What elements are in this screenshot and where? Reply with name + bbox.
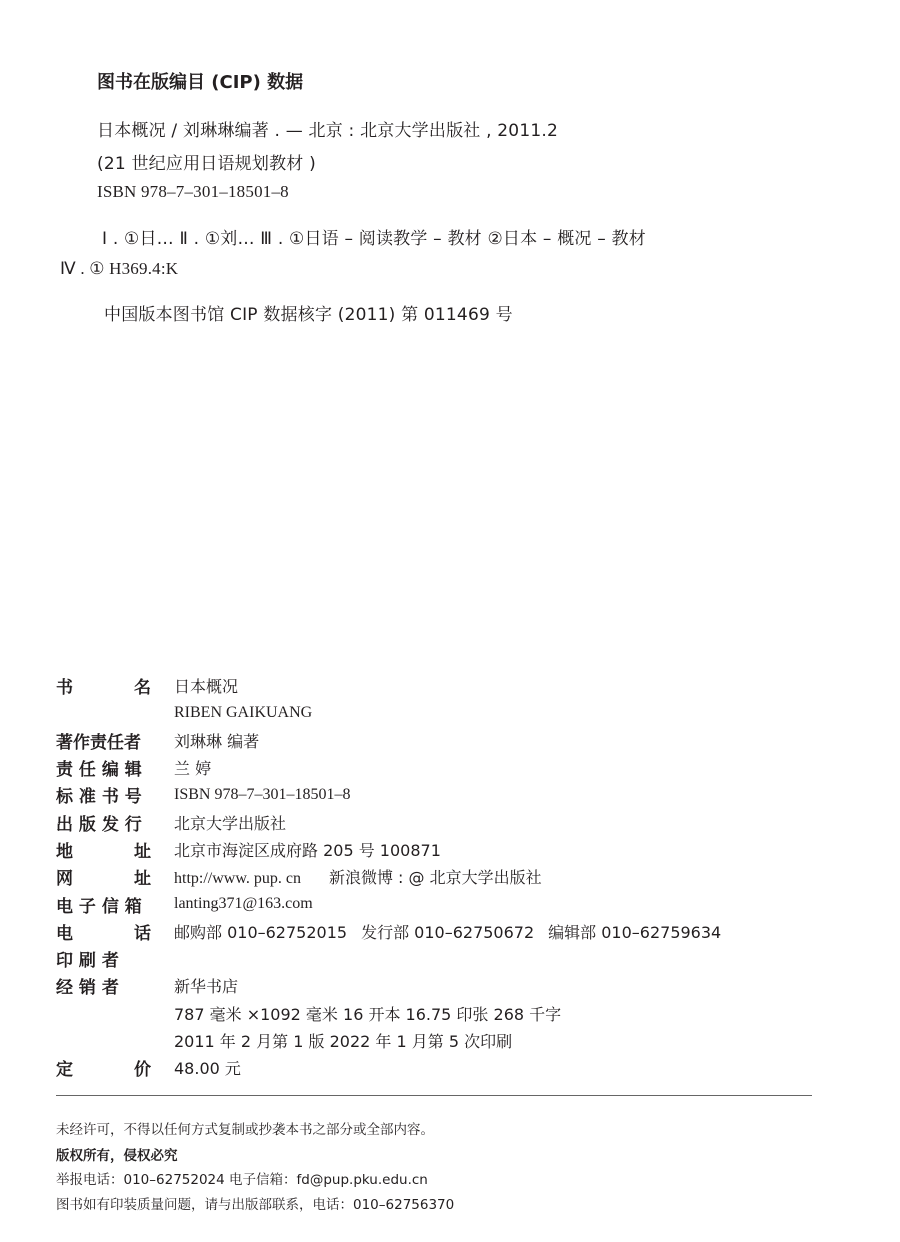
price-label: 定 xyxy=(56,1060,73,1081)
detail-row-edition xyxy=(56,1027,816,1054)
detail-row-dealer xyxy=(56,972,816,999)
printer-label: 印 刷 者 xyxy=(56,951,119,972)
phone-distribution: 发行部 010–62750672 xyxy=(361,922,535,942)
cip-series-line: (21 世纪应用日语规划教材 ) xyxy=(97,154,316,174)
dealer-value: 新华书店 xyxy=(174,977,239,997)
address-value: 北京市海淀区成府路 205 号 100871 xyxy=(174,840,441,860)
cip-bibliographic-line: 日本概况 / 刘琳琳编著 . — 北京 : 北京大学出版社 , 2011.2 xyxy=(97,121,558,141)
website-url: http://www. pup. cn xyxy=(174,870,301,888)
price-value: 48.00 元 xyxy=(174,1059,241,1079)
dealer-label: 经 销 者 xyxy=(56,978,119,999)
book-name-label: 书 xyxy=(56,678,73,699)
detail-row-address xyxy=(56,836,816,863)
detail-row-website xyxy=(56,863,816,890)
editor-label: 责 任 编 辑 xyxy=(56,760,142,781)
email-value: lanting371@163.com xyxy=(174,895,313,913)
detail-row-spec xyxy=(56,1000,816,1027)
publisher-label: 出 版 发 行 xyxy=(56,814,142,835)
author-label: 著作责任者 xyxy=(56,732,141,753)
book-details xyxy=(56,672,816,1081)
copyright-notice: 未经许可，不得以任何方式复制或抄袭本书之部分或全部内容。 xyxy=(56,1122,434,1138)
detail-row-pinyin xyxy=(56,699,816,726)
publisher-value: 北京大学出版社 xyxy=(174,813,287,833)
report-contact: 举报电话：010–62752024 电子信箱：fd@pup.pku.edu.cn xyxy=(56,1172,428,1188)
cip-record-number: 中国版本图书馆 CIP 数据核字 (2011) 第 011469 号 xyxy=(104,305,513,325)
detail-row-price xyxy=(56,1054,816,1081)
weibo-account: 新浪微博 : @ 北京大学出版社 xyxy=(328,868,542,888)
detail-row-author xyxy=(56,727,816,754)
isbn-value: ISBN 978–7–301–18501–8 xyxy=(174,785,351,803)
address-label-b: 址 xyxy=(134,841,151,862)
book-name-label-b: 名 xyxy=(134,678,151,699)
detail-row-editor xyxy=(56,754,816,781)
cip-classification-line-2: Ⅳ . ① H369.4:K xyxy=(60,259,179,278)
quality-contact: 图书如有印装质量问题，请与出版部联系，电话：010–62756370 xyxy=(56,1197,455,1213)
website-label-b: 址 xyxy=(134,869,151,890)
website-label: 网 xyxy=(56,869,73,890)
address-label: 地 xyxy=(56,841,73,862)
detail-row-publisher xyxy=(56,808,816,835)
rights-reserved: 版权所有，侵权必究 xyxy=(56,1148,178,1164)
cip-title: 图书在版编目 (CIP) 数据 xyxy=(97,72,304,93)
detail-row-printer xyxy=(56,945,816,972)
price-label-b: 价 xyxy=(134,1060,151,1081)
editor-value: 兰 婷 xyxy=(174,759,212,779)
book-name-value: 日本概况 xyxy=(174,677,239,697)
cip-classification-line: Ⅰ . ①日… Ⅱ . ①刘… Ⅲ . ①日语 – 阅读教学 – 教材 ②日本 – 概况 – 教材 xyxy=(102,229,646,249)
isbn-label: 标 准 书 号 xyxy=(56,787,142,808)
cip-isbn-line: ISBN 978–7–301–18501–8 xyxy=(97,182,289,201)
phone-label: 电 xyxy=(56,923,73,944)
edition-info: 2011 年 2 月第 1 版 2022 年 1 月第 5 次印刷 xyxy=(174,1032,513,1051)
author-value: 刘琳琳 编著 xyxy=(174,731,260,751)
detail-row-isbn xyxy=(56,781,816,808)
print-spec: 787 毫米 ×1092 毫米 16 开本 16.75 印张 268 千字 xyxy=(174,1004,562,1024)
detail-row-phone xyxy=(56,918,816,945)
footer-divider xyxy=(56,1095,812,1096)
phone-editorial: 编辑部 010–62759634 xyxy=(548,922,722,942)
detail-row-email xyxy=(56,890,816,917)
book-name-pinyin: RIBEN GAIKUANG xyxy=(174,703,313,721)
email-label: 电 子 信 箱 xyxy=(56,896,142,917)
phone-label-b: 话 xyxy=(134,923,151,944)
phone-mail-order: 邮购部 010–62752015 xyxy=(174,922,348,942)
detail-row-book-name xyxy=(56,672,816,699)
